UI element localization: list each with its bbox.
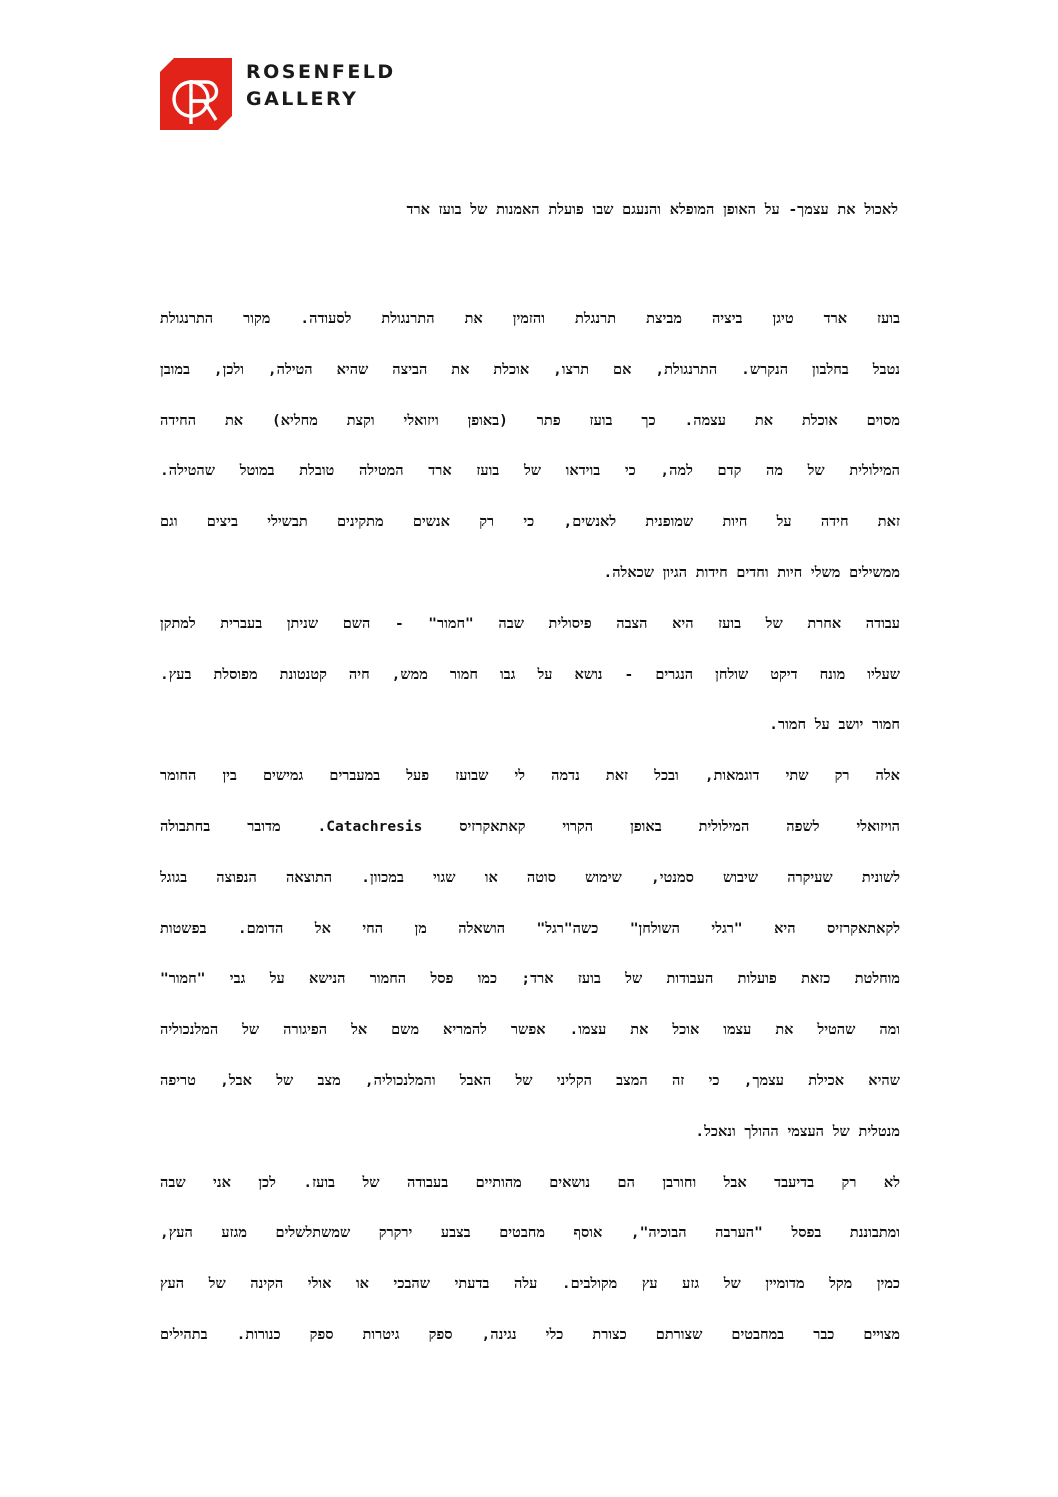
body-text-line: כמין מקל מדומיין של גזע עץ מקולבים. עלה בדעתי שהבכי או אולי הקינה של העץ xyxy=(160,1276,900,1293)
body-text-line: ומתבוננת בפסל "הערבה הבוכיה", אוסף מחבטים בצבע ירקרק שמשתלשלים מגזע העץ, xyxy=(160,1225,900,1242)
body-text-line: הויזואלי לשפה המילולית באופן הקרוי קאתאקרזיס Catachresis. מדובר בחתבולה xyxy=(160,818,900,835)
body-text-line: מצויים כבר במחבטים שצורתם כצורת כלי נגינה, ספק גיטרות ספק כנורות. בתהילים xyxy=(160,1326,900,1343)
body-text-line: חמור יושב על חמור. xyxy=(769,717,900,734)
body-text-line: שעליו מונח דיקט שולחן הנגרים - נושא על גבו חמור ממש, חיה קטנטונת מפוסלת בעץ. xyxy=(160,666,900,683)
gallery-name-line2: GALLERY xyxy=(246,88,359,110)
body-text-line: נטבל בחלבון הנקרש. התרנגולת, אם תרצו, אוכלת את הביצה שהיא הטילה, ולכן, במובן xyxy=(160,361,900,378)
body-text-line: מנטלית של העצמי ההולך ונאכל. xyxy=(695,1123,900,1140)
body-text-line: בועז ארד טיגן ביציה מביצת תרנגלת והזמין את התרנגולת לסעודה. מקור התרנגולת xyxy=(160,311,900,327)
gallery-name-line1: ROSENFELD xyxy=(246,61,396,83)
body-text-line: אלה רק שתי דוגמאות, ובכל זאת נדמה לי שבועז פעל במעברים גמישים בין החומר xyxy=(160,768,900,785)
body-text-line: עבודה אחרת של בועז היא הצבה פיסולית שבה "חמור" - השם שניתן בעברית למתקן xyxy=(160,615,900,632)
rosenfeld-gallery-logo-mark-icon xyxy=(160,58,232,130)
body-text-line: שהיא אכילת עצמך, כי זה המצב הקליני של האבל והמלנכוליה, מצב של אבל, טריפה xyxy=(160,1072,900,1089)
body-text-line: מסוים אוכלת את עצמה. כך בועז פתר (באופן ויזואלי וקצת מחליא) את החידה xyxy=(160,412,900,429)
body-text-line: לא רק בדיעבד אבל וחורבן הם נושאים מהותיים בעבודה של בועז. לכן אני שבה xyxy=(160,1174,900,1191)
gallery-logo xyxy=(160,58,396,130)
document-title: לאכול את עצמך- על האופן המופלא והנעגם שבו פועלת האמנות של בועז ארד xyxy=(406,202,898,218)
body-text-line: לשונית שעיקרה שיבוש סמנטי, שימוש סוטה או שגוי במכוון. התוצאה הנפוצה בגוגל xyxy=(160,869,900,886)
body-text-line: ומה שהטיל את עצמו אוכל את עצמו. אפשר להמריא משם אל הפיגורה של המלנכוליה xyxy=(160,1022,900,1039)
body-text-line: לקאתאקרזיס היא "רגלי השולחן" כשה"רגל" הושאלה מן החי אל הדומם. בפשטות xyxy=(160,920,900,937)
gallery-name xyxy=(246,59,396,113)
body-text-line: המילולית של מה קדם למה, כי בוידאו של בועז ארד המטילה טובלת במוטל שהטילה. xyxy=(160,463,900,480)
body-text-line: זאת חידה על חיות שמופנית לאנשים, כי רק אנשים מתקינים תבשילי ביצים וגם xyxy=(160,514,900,531)
document-body xyxy=(160,302,900,1369)
body-text-line: מוחלטת כזאת פועלות העבודות של בועז ארד; כמו פסל החמור הנישא על גבי "חמור" xyxy=(160,971,900,988)
body-text-line: ממשילים משלי חיות וחדים חידות הגיון שכאלה. xyxy=(603,564,900,581)
